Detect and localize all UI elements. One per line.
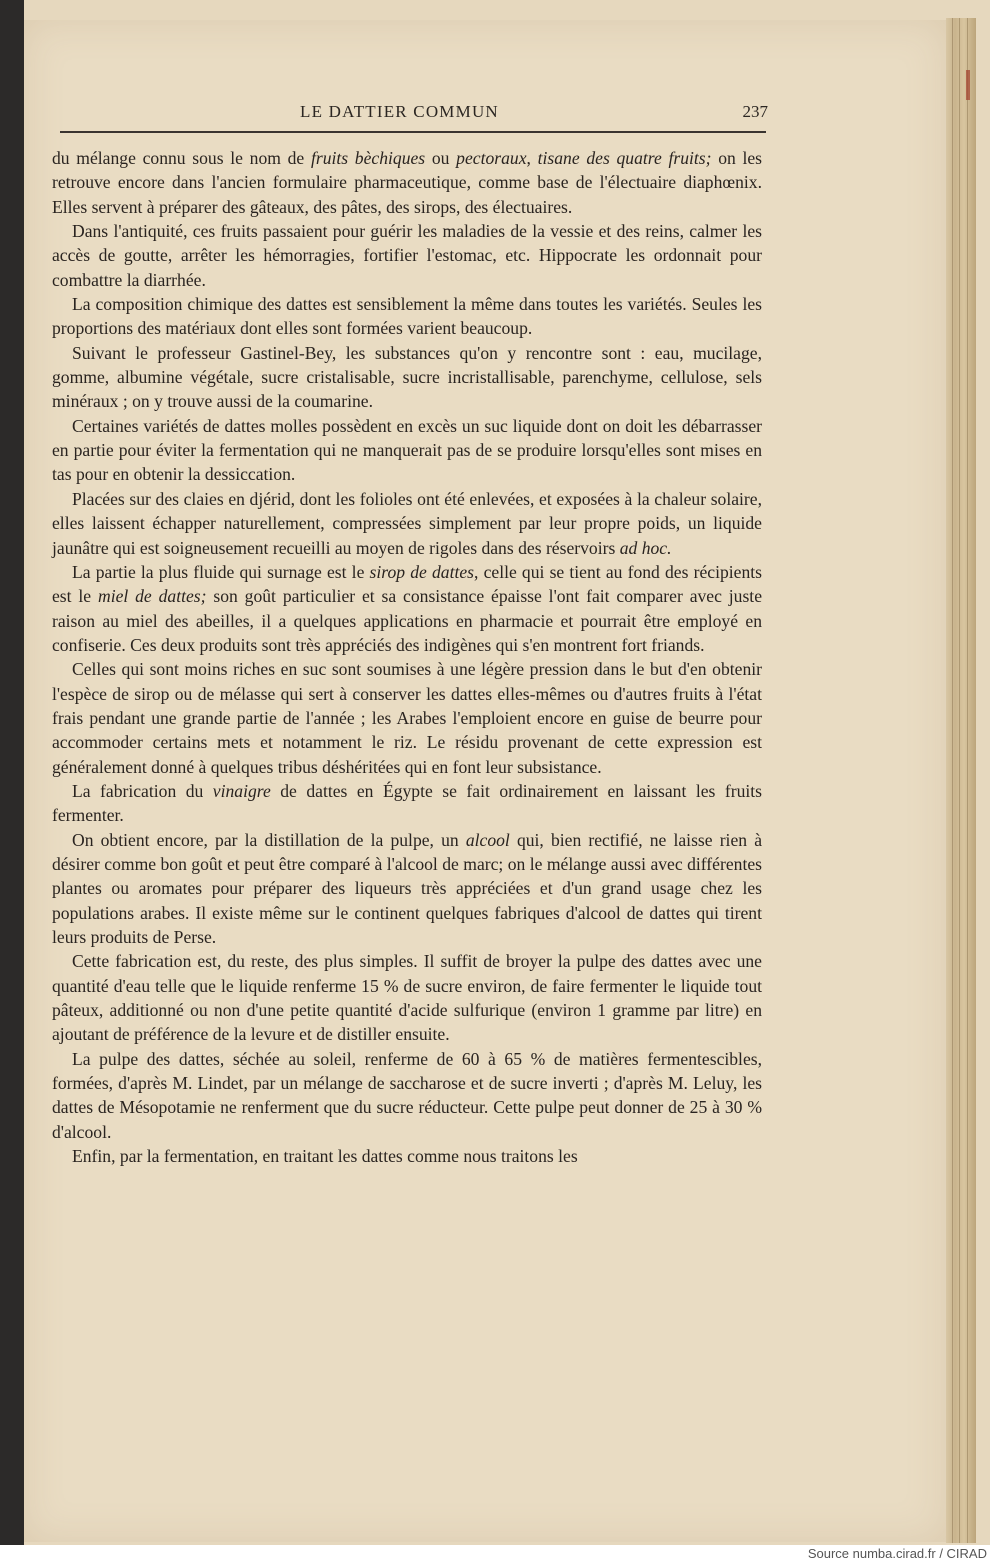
text-run: La fabrication du: [72, 780, 213, 801]
paragraph-p6: [52, 487, 762, 560]
text-run: La partie la plus fluide qui surnage est le: [72, 561, 370, 582]
text-run: ou: [425, 148, 457, 168]
paragraph-p9: [52, 779, 762, 828]
source-credit: Source numba.cirad.fr / CIRAD: [807, 1546, 987, 1561]
page-header: [60, 100, 768, 128]
text-run: de dattes en Égypte se fait ordinairement en laissant les fruits fermenter.: [52, 780, 762, 826]
text-run: Cette fabrication est, du reste, des plus simples. Il suffit de broyer la pulpe des dattes avec une quantité d'eau telle que le liquide renferme 15 % de sucre environ, de faire fermenter le liquide tout pâteux, additionné ou non d'une petite quantité d'acide sulfurique (environ 1 gramme par litre) en ajoutant de préférence de la levure et de distiller ensuite.: [52, 951, 762, 1045]
page-number: 237: [742, 102, 768, 121]
text-run: ,: [526, 148, 538, 168]
text-run: on les retrouve encore dans l'ancien formulaire pharmaceutique, comme base de l'électuaire diaphœnix. Elles servent à préparer des gâteaux, des pâtes, des sirops, des électuaires.: [52, 148, 763, 217]
italic-term: vinaigre: [212, 780, 271, 801]
paragraph-p12: [52, 1047, 762, 1144]
text-run: La composition chimique des dattes est sensiblement la même dans toutes les variétés. Seules les proportions des matériaux dont elles sont formées varient beaucoup.: [52, 294, 762, 339]
paragraph-p7: [52, 560, 762, 657]
paragraph-p5: [52, 414, 762, 487]
italic-term: pectoraux: [456, 148, 527, 168]
italic-term: fruits bèchiques: [310, 148, 426, 168]
italic-term: miel de dattes;: [97, 586, 207, 607]
binding-mark: [966, 70, 970, 100]
italic-term: alcool: [465, 829, 510, 850]
text-run: Placées sur des claies en djérid, dont les folioles ont été enlevées, et exposées à la chaleur solaire, elles laissent échapper naturellement, compressées simplement par leur propre poids, un liquide jaunâtre qui est soigneusement recueilli au moyen de rigoles dans des réservoirs: [52, 488, 762, 558]
text-run: Suivant le professeur Gastinel-Bey, les substances qu'on y rencontre sont : eau, mucilage, gomme, albumine végétale, sucre cristalisable, sucre incristallisable, parenchyme, cellulose, sels minéraux ; on y trouve aussi de la coumarine.: [52, 342, 762, 412]
paragraph-p11: [52, 949, 762, 1046]
page-edges: [946, 18, 976, 1543]
running-title: LE DATTIER COMMUN: [300, 102, 499, 121]
header-rule: [60, 131, 766, 133]
italic-term: tisane des quatre fruits;: [537, 148, 712, 168]
paragraph-p10: [52, 828, 762, 950]
paragraph-p2: [52, 219, 762, 292]
italic-term: sirop de dattes: [369, 561, 475, 582]
paragraph-p3: [52, 292, 762, 341]
paragraph-p13: [52, 1144, 762, 1168]
text-run: Certaines variétés de dattes molles possèdent en excès un suc liquide dont on doit les débarrasser en partie pour éviter la fermentation qui ne manquerait pas de se produire lorsqu'elles sont mises en tas pour en obtenir la dessiccation.: [52, 415, 762, 485]
body-text: [52, 146, 762, 1168]
text-run: La pulpe des dattes, séchée au soleil, renferme de 60 à 65 % de matières fermentescibles, formées, d'après M. Lindet, par un mélange de saccharose et de sucre inverti ; d'après M. Leluy, les dattes de Mésopotamie ne renferment que du sucre réducteur. Cette pulpe peut donner de 25 à 30 % d'alcool.: [52, 1048, 762, 1142]
paragraph-p1: [52, 146, 762, 219]
text-run: On obtient encore, par la distillation de la pulpe, un: [72, 829, 466, 850]
italic-term: ad hoc.: [619, 537, 672, 558]
text-run: Dans l'antiquité, ces fruits passaient pour guérir les maladies de la vessie et des reins, calmer les accès de goutte, arrêter les hémorragies, fortifier l'estomac, etc. Hippocrate les ordonnait pour combattre la diarrhée.: [52, 221, 762, 290]
paragraph-p4: [52, 341, 762, 414]
text-run: qui, bien rectifié, ne laisse rien à désirer comme bon goût et peut être comparé à l'alcool de marc; on le mélange aussi avec différentes plantes ou aromates pour préparer des liqueurs très appréciées et d'un grand usage chez les populations arabes. Il existe même sur le continent quelques fabriques d'alcool de dattes qui tirent leurs produits de Perse.: [52, 829, 763, 947]
text-run: son goût particulier et sa consistance épaisse l'ont fait comparer avec juste raison au miel des abeilles, il a quelques applications en pharmacie et pourrait être employé en confiserie. Ces deux produits sont très appréciés des indigènes qui s'en montrent fort friands.: [52, 586, 763, 655]
text-run: Enfin, par la fermentation, en traitant les dattes comme nous traitons les: [72, 1146, 578, 1167]
text-run: du mélange connu sous le nom de: [52, 148, 311, 168]
paragraph-p8: [52, 657, 762, 779]
text-run: Celles qui sont moins riches en suc sont soumises à une légère pression dans le but d'en obtenir l'espèce de sirop ou de mélasse qui sert à conserver les dattes elles-mêmes ou d'autres fruits à l'état frais pendant une grande partie de l'année ; les Arabes l'emploient encore en guise de beurre pour accommoder certains mets et notamment le riz. Le résidu provenant de cette expression est généralement donné à quelques tribus déshéritées qui en font leur subsistance.: [52, 659, 762, 777]
text-run: , celle qui se tient au fond des récipients est le: [52, 561, 762, 607]
